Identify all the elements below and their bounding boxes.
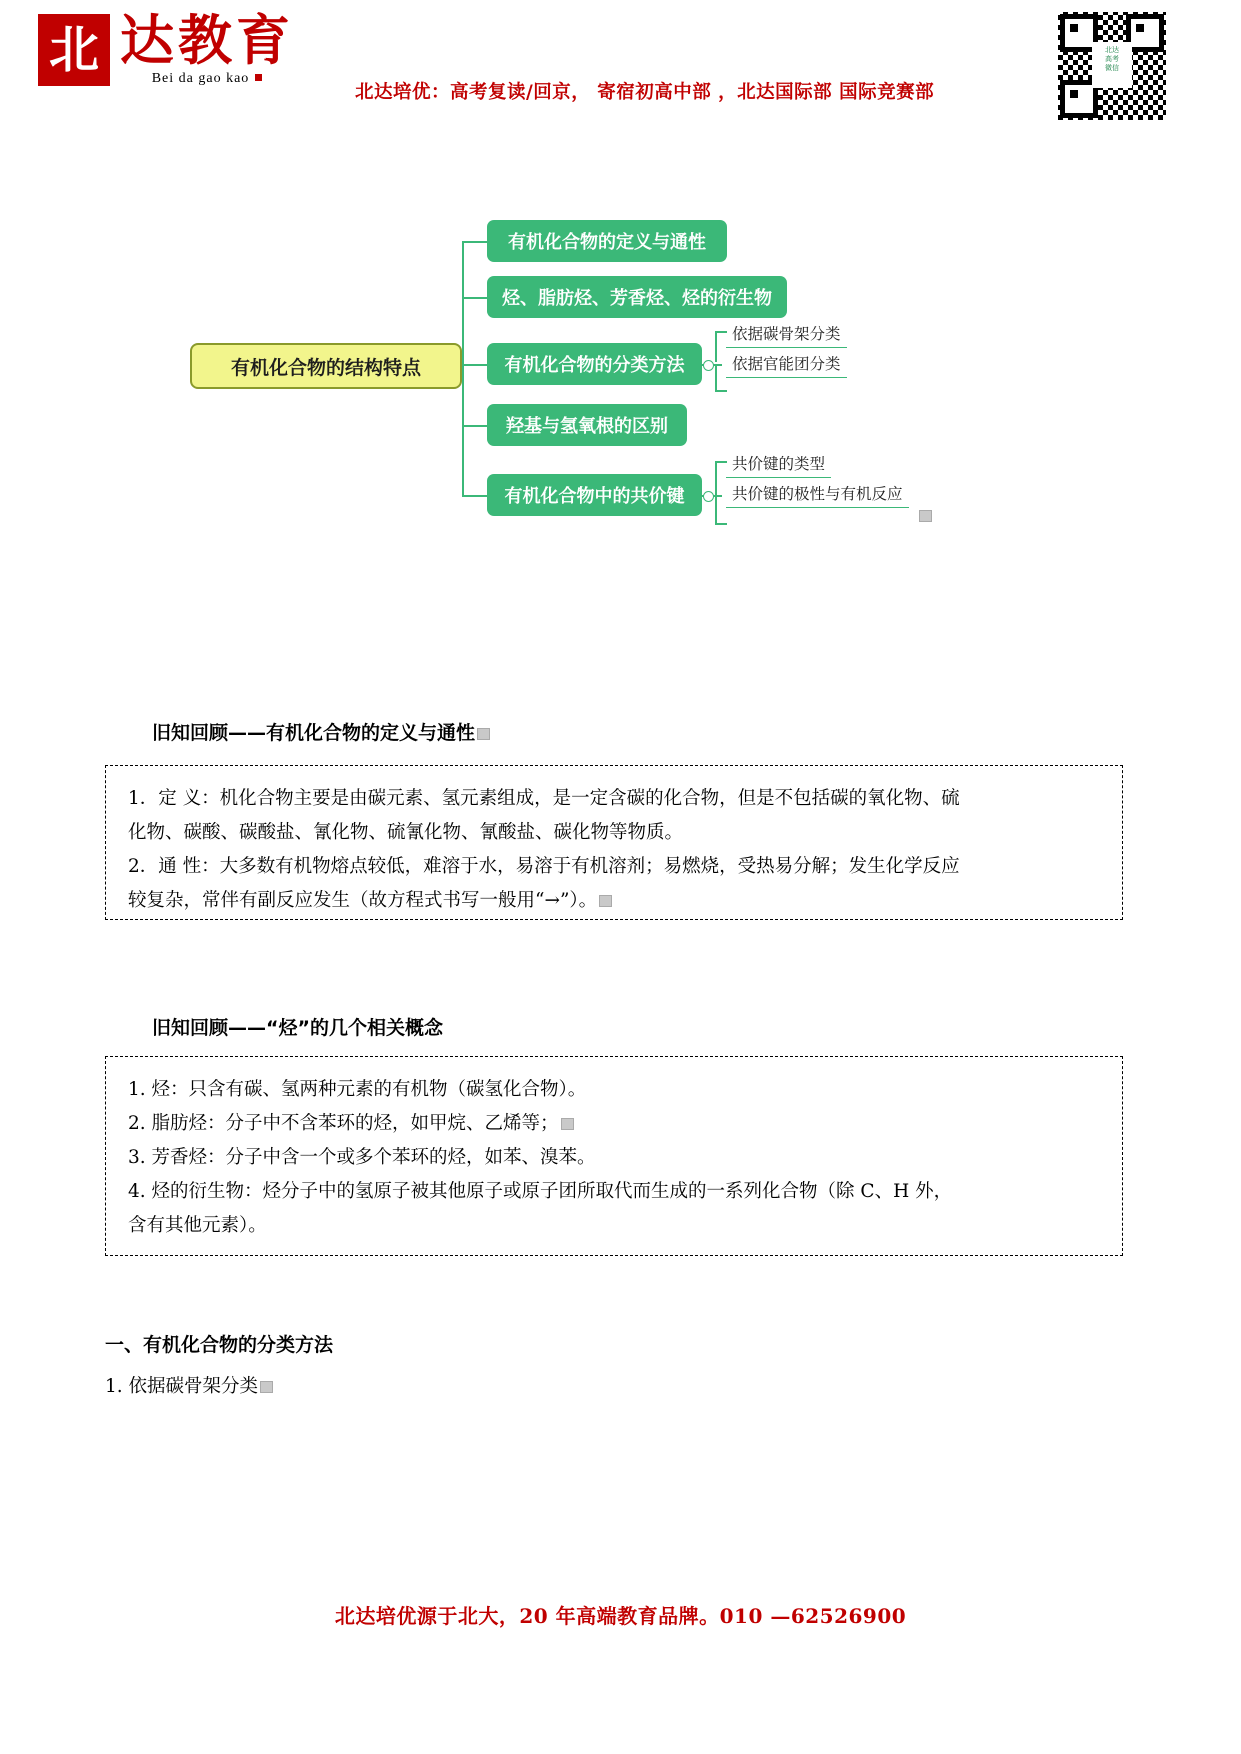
qr-center-label: 北达 高考 微信 — [1092, 42, 1132, 88]
section-2-line-5: 含有其他元素）。 — [128, 1215, 267, 1236]
mindmap-connector — [715, 390, 727, 392]
section-box-2 — [105, 1056, 1123, 1256]
mindmap-root-node[interactable]: 有机化合物的结构特点 — [190, 343, 462, 389]
qr-code-icon — [1058, 12, 1166, 120]
seal-icon: 北 — [38, 14, 110, 86]
brand-name-en-text: Bei da gao kao — [151, 70, 250, 86]
subsection-heading: 一、有机化合物的分类方法 — [105, 1334, 334, 1356]
mindmap-connector — [715, 364, 717, 392]
section-1-line-3: 2．通 性：大多数有机物熔点较低，难溶于水，易溶于有机溶剂；易燃烧，受热易分解；发生化学反应 — [128, 856, 960, 877]
mindmap-node-handle[interactable] — [703, 360, 714, 371]
page-header — [0, 0, 1241, 130]
section-1-line-4-text: 较复杂，常伴有副反应发生（故方程式书写一般用“→”）。 — [128, 890, 598, 911]
section-2-line-2 — [128, 1107, 1100, 1141]
mindmap-node-2[interactable]: 烃、脂肪烃、芳香烃、烃的衍生物 — [487, 276, 787, 318]
edit-mark-icon — [919, 510, 932, 522]
mindmap-connector — [715, 462, 717, 496]
page-footer: 北达培优源于北大，20 年高端教育品牌。010 —62526900 — [334, 1604, 907, 1628]
section-1-line-2: 化物、碳酸、碳酸盐、氰化物、硫氰化物、氰酸盐、碳化物等物质。 — [128, 822, 684, 843]
brand-name-cn: 达教育 — [120, 8, 294, 72]
red-square-icon — [255, 74, 262, 81]
brand-text — [120, 8, 294, 87]
mindmap — [0, 218, 1241, 568]
mindmap-connector — [462, 495, 487, 497]
mindmap-leaf-bond-type[interactable]: 共价键的类型 — [726, 452, 831, 478]
subsection-item — [105, 1372, 273, 1398]
section-2-line-2-text: 2. 脂肪烃：分子中不含苯环的烃，如甲烷、乙烯等； — [128, 1113, 559, 1134]
subsection-item-text: 1. 依据碳骨架分类 — [105, 1376, 259, 1397]
mindmap-node-handle[interactable] — [703, 491, 714, 502]
edit-mark-icon — [561, 1118, 574, 1130]
mindmap-leaf-bond-polarity[interactable]: 共价键的极性与有机反应 — [726, 482, 909, 508]
mindmap-connector — [462, 425, 487, 427]
mindmap-connector — [462, 241, 487, 243]
section-1-line-1: 1．定 义：机化合物主要是由碳元素、氢元素组成，是一定含碳的化合物，但是不包括碳的氧化物、硫 — [128, 788, 960, 809]
mindmap-leaf-carbon-skeleton[interactable]: 依据碳骨架分类 — [726, 322, 847, 348]
mindmap-connector — [715, 495, 717, 525]
edit-mark-icon — [260, 1381, 273, 1393]
section-title-2: 旧知回顾——“烃”的几个相关概念 — [152, 1017, 443, 1039]
mindmap-leaf-functional-group[interactable]: 依据官能团分类 — [726, 352, 847, 378]
mindmap-connector — [715, 523, 727, 525]
brand-logo — [38, 8, 294, 89]
mindmap-connector — [462, 297, 487, 299]
mindmap-node-4[interactable]: 羟基与氢氧根的区别 — [487, 404, 687, 446]
brand-name-en — [120, 71, 294, 87]
edit-mark-icon — [477, 728, 490, 740]
edit-mark-icon — [599, 895, 612, 907]
mindmap-spine — [462, 241, 464, 497]
header-tagline: 北达培优：高考复读/回京， 寄宿初高中部 ，北达国际部 国际竞赛部 — [355, 82, 935, 103]
section-box-1 — [105, 765, 1123, 920]
section-1-line-4 — [128, 884, 1100, 918]
mindmap-connector — [715, 332, 717, 362]
mindmap-node-3[interactable]: 有机化合物的分类方法 — [487, 343, 702, 385]
section-2-line-4: 4. 烃的衍生物：烃分子中的氢原子被其他原子或原子团所取代而生成的一系列化合物（除 C、H 外， — [128, 1181, 953, 1202]
mindmap-node-1[interactable]: 有机化合物的定义与通性 — [487, 220, 727, 262]
section-2-line-1: 1. 烃：只含有碳、氢两种元素的有机物（碳氢化合物）。 — [128, 1079, 587, 1100]
mindmap-connector — [462, 364, 487, 366]
section-title-1 — [152, 718, 490, 745]
section-2-line-3: 3. 芳香烃：分子中含一个或多个苯环的烃，如苯、溴苯。 — [128, 1147, 596, 1168]
mindmap-node-5[interactable]: 有机化合物中的共价键 — [487, 474, 702, 516]
section-title-1-text: 旧知回顾——有机化合物的定义与通性 — [152, 722, 476, 744]
